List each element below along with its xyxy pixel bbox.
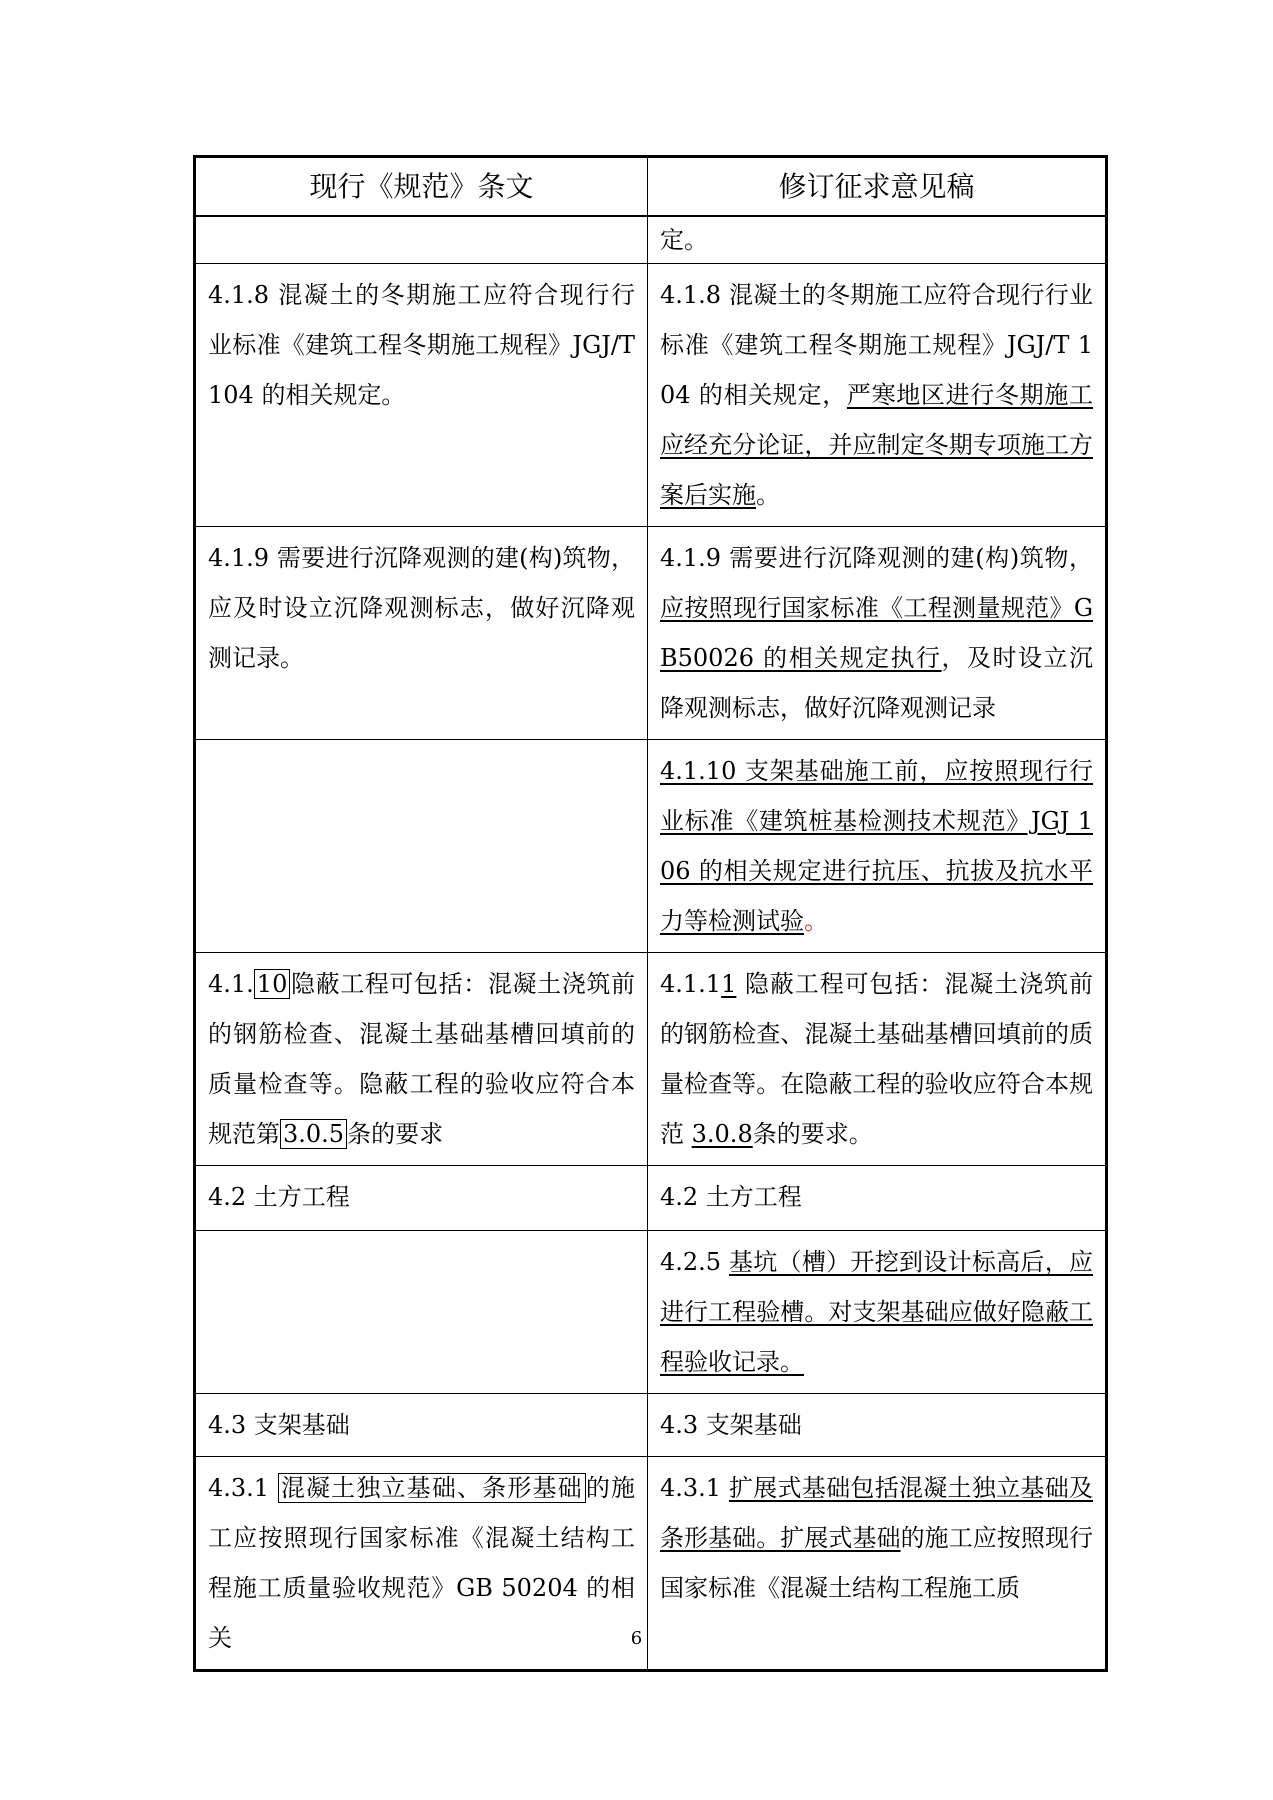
cell-current [195,527,648,740]
cell-current [195,1394,648,1457]
cell-current [195,740,648,953]
clause-text: 4.1.9 需要进行沉降观测的建(构)筑物，应及时设立沉降观测标志，做好沉降观测记录。 [208,544,635,672]
clause-text: 4.2 土方工程 [208,1183,350,1211]
clause-text: 4.3.1 [208,1474,278,1502]
clause-text: 定。 [660,226,708,254]
clause-text: 。 [804,907,828,935]
clause-text: 。 [756,481,780,509]
table-row [195,1394,1107,1457]
cell-current [195,216,648,264]
cell-revised [648,216,1107,264]
clause-text: 隐蔽工程可包括：混凝土浇筑前的钢筋检查、混凝土基础基槽回填前的质量检查等。在隐蔽工程的验收应符合本规范 [660,970,1093,1148]
header-revision-draft: 修订征求意见稿 [648,157,1107,217]
clause-text: ，及时设立沉降观测标志，做好沉降观测记录 [660,644,1093,722]
clause-text: 4.3 支架基础 [660,1411,802,1439]
revised-text-underlined: 扩展式基础包括混凝土独立基础及条形基础。扩展式基础 [660,1474,1093,1552]
table-row [195,953,1107,1166]
table-row [195,216,1107,264]
marked-text-boxed: 3.0.5 [280,1119,347,1149]
revised-text-underlined: 应按照现行国家标准《工程测量规范》GB50026 的相关规定执行 [660,594,1093,672]
clause-text: 4.1.8 混凝土的冬期施工应符合现行行业标准《建筑工程冬期施工规程》JGJ/T 104 的相关规定。 [208,281,635,409]
clause-text: 条的要求 [347,1120,444,1148]
cell-revised [648,953,1107,1166]
clause-text: 4.3.1 [660,1474,729,1502]
cell-current [195,1231,648,1394]
cell-revised [648,527,1107,740]
clause-text: 4.3 支架基础 [208,1411,350,1439]
table-row [195,264,1107,527]
table-row [195,1231,1107,1394]
revised-text-underlined: 3.0.8 [691,1120,753,1148]
header-current-clause: 现行《规范》条文 [195,157,648,217]
table-header-row [195,157,1107,217]
clause-text: 的施工应按照现行国家标准《混凝土结构工程施工质 [660,1524,1094,1602]
cell-revised [648,1166,1107,1231]
marked-text-boxed: 10 [254,969,291,999]
cell-current [195,264,648,527]
clause-text: 4.2 土方工程 [660,1183,802,1211]
cell-current [195,1166,648,1231]
clause-text: 的施工应按照现行国家标准《混凝土结构工程施工质量验收规范》GB 50204 的相关 [208,1474,635,1652]
cell-revised [648,1394,1107,1457]
revised-text-underlined: 1 [721,970,737,998]
clause-text: 4.1.9 需要进行沉降观测的建(构)筑物， [660,544,1093,572]
cell-revised [648,740,1107,953]
cell-revised [648,1231,1107,1394]
clause-text: 4.1. [208,970,254,998]
revised-text-underlined: 基坑（槽）开挖到设计标高后，应进行工程验槽。对支架基础应做好隐蔽工程验收记录。 [660,1248,1093,1376]
revised-text-underlined: 严寒地区进行冬期施工应经充分论证，并应制定冬期专项施工方案后实施 [660,381,1093,509]
clause-text: 4.2.5 [660,1248,729,1276]
table-row [195,527,1107,740]
clause-text: 4.1.1 [660,970,722,998]
marked-text-boxed: 混凝土独立基础、条形基础 [278,1473,586,1503]
page-number: 6 [630,1628,643,1649]
revised-text-underlined: 4.1.10 支架基础施工前，应按照现行行业标准《建筑桩基检测技术规范》JGJ 106 的相关规定进行抗压、抗拔及抗水平力等检测试验 [660,757,1093,935]
cell-current [195,953,648,1166]
comparison-table [193,155,1108,1672]
table-row [195,740,1107,953]
table-row [195,1166,1107,1231]
clause-text: 4.1.8 混凝土的冬期施工应符合现行行业标准《建筑工程冬期施工规程》JGJ/T 104 的相关规定， [660,281,1093,409]
clause-text: 条的要求。 [752,1120,873,1148]
cell-revised [648,264,1107,527]
clause-text: 隐蔽工程可包括：混凝土浇筑前的钢筋检查、混凝土基础基槽回填前的质量检查等。隐蔽工程的验收应符合本规范第 [208,970,635,1148]
